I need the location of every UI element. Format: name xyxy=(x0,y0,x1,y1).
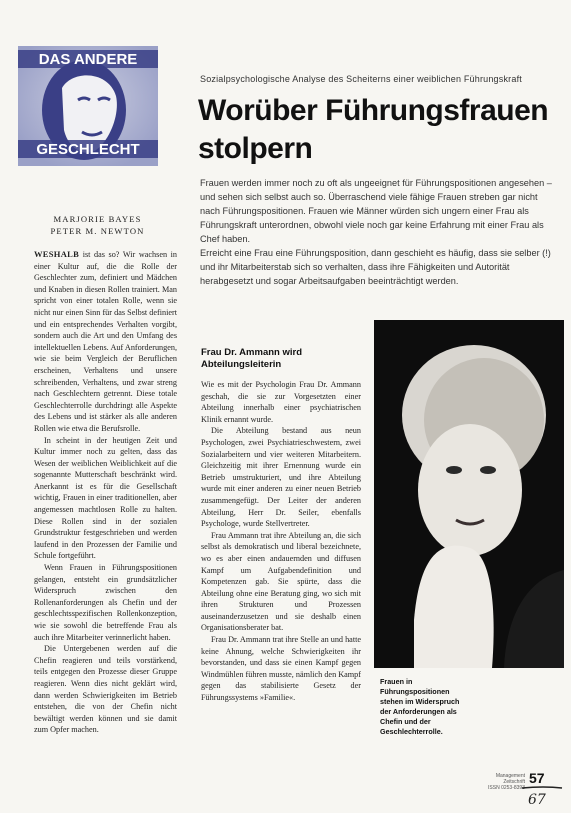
body-paragraph: Frau Dr. Ammann trat ihre Stelle an und hatte keine Ahnung, welche Schwierigkeiten ihr bevorstanden, und dass sie einen Kampf gegen Windmühlen führen musste, nämlich den Kampf gegen das stabilisierte Gesetz der Führungssystems »Familie«. xyxy=(201,635,361,703)
lead-paragraphs xyxy=(200,176,560,288)
body-paragraph: Wie es mit der Psychologin Frau Dr. Ammann geschah, die sie zur Vorgesetzten einer Abteilung innerhalb einer psychiatrischen Klinik ernannt wurde. xyxy=(201,380,361,424)
svg-text:67: 67 xyxy=(528,792,546,808)
author-name: MARJORIE BAYES xyxy=(53,214,142,224)
lead-paragraph-2: Erreicht eine Frau eine Führungsposition, dann geschieht es häufig, dass sie selber (!) und ihr Mitarbeiterstab sich so verhalten, dass ihre Fähigkeiten und Autorität herabgesetzt und sogar Arbeitsaufgaben beeinträchtigt werden. xyxy=(200,248,551,286)
footer-line: ISSN 0253-8393 xyxy=(488,785,525,791)
headline xyxy=(198,92,563,168)
body-paragraph: Die Abteilung bestand aus neun Psychologen, zwei Psychiatrieschwestern, zwei Sozialarbeitern und vier weiteren Mitarbeitern. Gleichzeitig mit ihrer Ernennung wurde ein Betrieb umstrukturiert, und ihre Abteilung wurde mit einer anderen zu einer neuen Betrieb zusammengefügt. Der Leiter der anderen Abteilung, Herr Dr. Seiler, ebenfalls Psychologe, wurde Stellvertreter. xyxy=(201,426,361,529)
body-paragraph: WESHALB ist das so? Wir wachsen in einer Kultur auf, die die Rolle der Geschlechter zum, definiert und Mädchen und Knaben in diesen Rollen trainiert. Man spricht von einer totalen Rolle, wenn sie nicht nur einen Sinn für das Selbst definiert und ein entsprechendes Verhalten vorgibt, sondern auch die Art und den Umfang des intellektuellen Lebens. Auf Anforderungen, wie sie beim Vergleich der Beruflichen erscheinen, Verhaltens und unsere schreibenden, Verhaltens, und zwar streng nach Geschlechtern getrennt. Diese totale Geschlechterrolle durchdringt alle Aspekte des Lebens und ist stärker als alle anderen Rollen wie etwa die Berufsrolle. xyxy=(34,249,178,433)
author-name: PETER M. NEWTON xyxy=(50,226,145,236)
body-paragraph: Die Untergebenen werden auf die Chefin reagieren und teils vorstärkend, teils entgegen den Prozesse dieser Gruppe reagieren. Wenn dies nicht geklärt wird, dann werden Schwierigkeiten im Betrieb entstehen, die von der Chefin nicht bewältigt werden können und sie damit zum Opfer machen. xyxy=(34,644,177,735)
logo-text-bottom: GESCHLECHT xyxy=(36,141,140,158)
headline-line-2: stolpern xyxy=(198,132,313,165)
logo-text-top: DAS ANDERE xyxy=(38,51,138,68)
footer-line: Management Zeitschrift xyxy=(495,773,525,785)
author-byline xyxy=(40,213,155,237)
portrait-photo xyxy=(374,320,564,668)
photo-caption: Frauen in Führungspositionen stehen im Widerspruch der Anforderungen als Chefin und der Geschlechterrolle. xyxy=(380,677,460,736)
page-number: 57 xyxy=(529,770,545,786)
section-subhead: Frau Dr. Ammann wird Abteilungsleiterin xyxy=(201,347,302,370)
section-label: WESHALB xyxy=(34,249,80,259)
lead-paragraph-1: Frauen werden immer noch zu oft als ungeeignet für Führungspositionen angesehen – und sehen sich selbst auch so. Überraschend viele fähige Frauen streben gar nicht nach Führungspositionen. Frauen wie Männer würden sich ungern einer Frau als Führungskraft unterordnen, obwohl viele noch gar keine Erfahrung mit einer Frau als Chef haben. xyxy=(200,178,552,244)
handwritten-mark xyxy=(516,784,566,808)
kicker: Sozialpsychologische Analyse des Scheiterns einer weiblichen Führungskraft xyxy=(200,74,522,84)
body-column-middle xyxy=(201,379,361,704)
body-column-left xyxy=(34,249,177,736)
body-paragraph: Frau Ammann trat ihre Abteilung an, die sich selbst als demokratisch und liberal bezeichnete, wo es aber einen andauernden und diffusen Kampf um Aufgabendefinition und Kompetenzen gab. Sie spürte, dass die Abteilung ohne eine Beratung ging, wo sich mit ihren Strukturen und Prozessen auseinanderzusetzen und sie deshalb einen Organisationsberater bat. xyxy=(201,530,361,633)
body-paragraph: Wenn Frauen in Führungspositionen gelangen, entsteht ein grundsätzlicher Widerspruch zwischen den Rollenanforderungen als Chefin und der geschlechtsspezifischen Rollenkonzeption, wie sie sowohl die betreffende Frau als auch ihre Mitarbeiter verinnerlicht haben. xyxy=(34,563,177,642)
series-logo xyxy=(12,40,162,170)
body-paragraph: In scheint in der heutigen Zeit und Kultur immer noch zu gelten, dass das Wesen der weiblichen Weiblichkeit auf die sogenannte Mutterschaft beschränkt wird. Anerkannt ist es für die Gesellschaft wichtig, Frauen in einer traditionellen, aber angemessen machtlosen Rolle zu halten. Diese Rollen sind in der sozialen Grundstruktur festgeschrieben und werden laufend in den Prozessen der Familie und Schule fortgeführt. xyxy=(34,435,177,561)
headline-line-1: Worüber Führungsfrauen xyxy=(198,94,549,127)
